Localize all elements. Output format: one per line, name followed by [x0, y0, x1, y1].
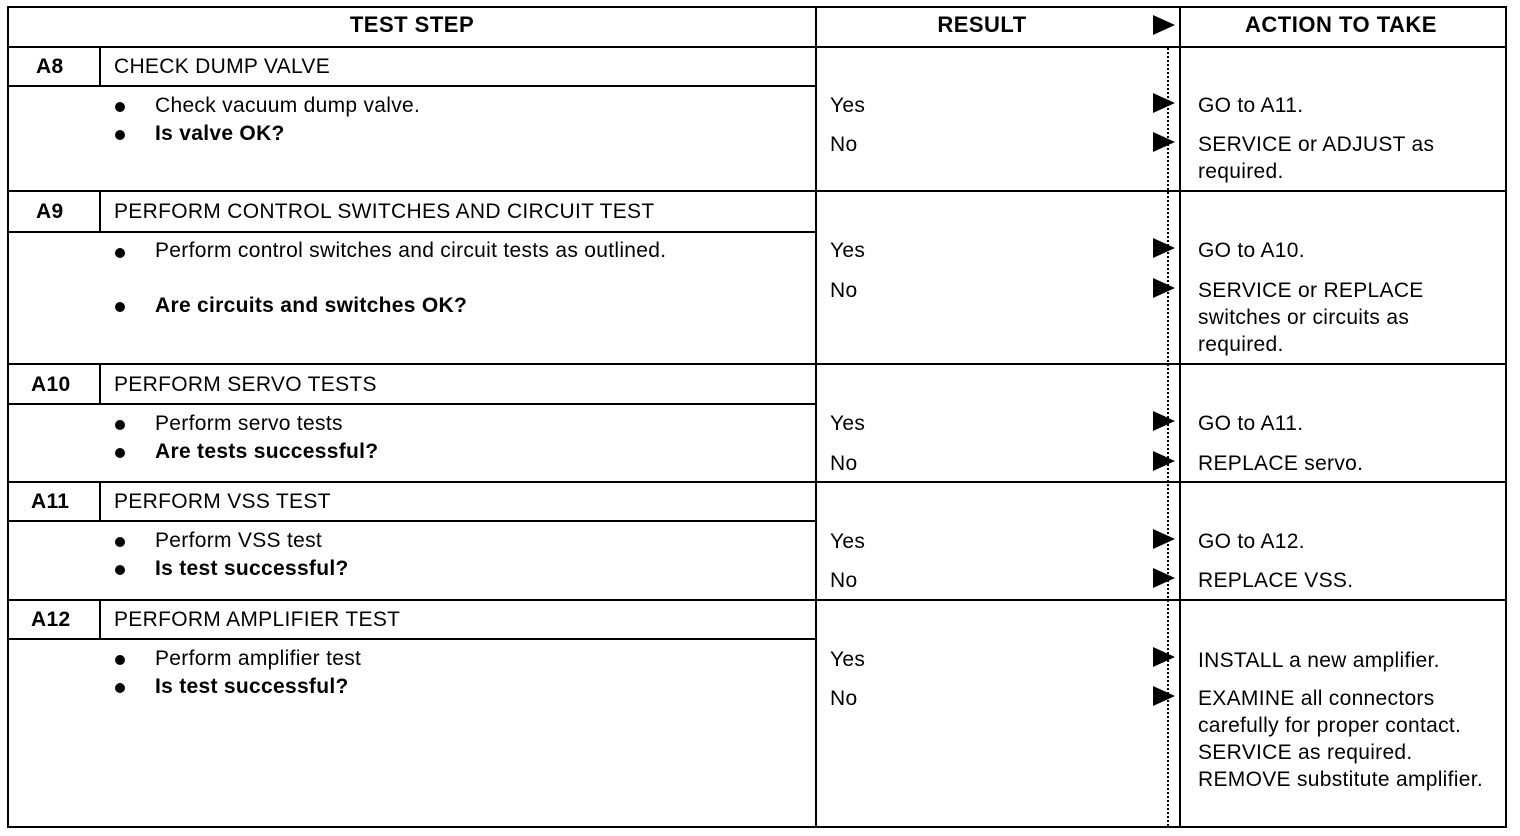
action-no: SERVICE or REPLACE switches or circuits as required. [1198, 279, 1424, 356]
step-title: CHECK DUMP VALVE [114, 55, 331, 78]
result-no: No [830, 687, 858, 710]
step-title-underline [7, 638, 815, 640]
result-no: No [830, 452, 858, 475]
column-divider [815, 6, 817, 828]
arrow-icon [1153, 568, 1175, 588]
step-instruction: Perform servo tests [155, 412, 343, 435]
action-no: EXAMINE all connectors carefully for proper contact. SERVICE as required. REMOVE substitute amplifier. [1198, 687, 1483, 791]
step-instruction: Perform VSS test [155, 529, 323, 552]
action-yes: GO to A11. [1198, 94, 1304, 117]
row-divider [7, 363, 1507, 365]
arrow-icon [1153, 278, 1175, 298]
bullet-icon [115, 302, 125, 312]
step-question: Is valve OK? [155, 122, 285, 145]
step-title: PERFORM AMPLIFIER TEST [114, 608, 401, 631]
result-yes: Yes [830, 530, 866, 553]
step-title: PERFORM SERVO TESTS [114, 373, 377, 396]
step-id-divider [99, 190, 101, 232]
step-instruction: Perform control switches and circuit tests as outlined. [155, 239, 667, 262]
bullet-icon [115, 448, 125, 458]
result-yes: Yes [830, 412, 866, 435]
step-id-divider [99, 481, 101, 522]
bullet-icon [115, 683, 125, 693]
step-id: A12 [31, 608, 71, 631]
bullet-icon [115, 655, 125, 665]
action-yes: GO to A12. [1198, 530, 1305, 553]
result-yes: Yes [830, 94, 866, 117]
header-test-step: TEST STEP [349, 12, 475, 37]
result-yes: Yes [830, 648, 866, 671]
step-instruction: Perform amplifier test [155, 647, 362, 670]
action-no: SERVICE or ADJUST as required. [1198, 133, 1435, 183]
action-no: REPLACE servo. [1198, 452, 1364, 475]
step-id: A8 [36, 55, 64, 78]
step-question: Is test successful? [155, 675, 349, 698]
step-title: PERFORM VSS TEST [114, 490, 331, 513]
arrow-icon [1153, 647, 1175, 667]
step-title-underline [7, 520, 815, 522]
step-id-divider [99, 363, 101, 405]
arrow-icon [1153, 411, 1175, 431]
header-result: RESULT [937, 12, 1027, 37]
action-yes: GO to A11. [1198, 412, 1304, 435]
bullet-icon [115, 102, 125, 112]
action-no: REPLACE VSS. [1198, 569, 1354, 592]
arrow-icon [1153, 686, 1175, 706]
row-divider [7, 481, 1507, 483]
row-divider [7, 599, 1507, 601]
step-id-divider [99, 46, 101, 87]
action-yes: INSTALL a new amplifier. [1198, 649, 1440, 672]
result-no: No [830, 133, 858, 156]
bullet-icon [115, 248, 125, 258]
step-id: A9 [36, 200, 64, 223]
step-question: Is test successful? [155, 557, 349, 580]
bullet-icon [115, 420, 125, 430]
arrow-icon [1153, 529, 1175, 549]
arrow-icon [1153, 132, 1175, 152]
bullet-icon [115, 537, 125, 547]
step-question: Are circuits and switches OK? [155, 294, 468, 317]
header-divider [7, 46, 1507, 48]
result-no: No [830, 569, 858, 592]
step-id: A11 [31, 490, 70, 513]
step-title-underline [7, 231, 815, 233]
row-divider [7, 190, 1507, 192]
arrow-icon [1153, 93, 1175, 113]
bullet-icon [115, 130, 125, 140]
header-arrow-icon [1153, 15, 1175, 35]
arrow-icon [1153, 238, 1175, 258]
column-divider [1179, 6, 1181, 828]
step-question: Are tests successful? [155, 440, 379, 463]
header-action-to-take: ACTION TO TAKE [1245, 12, 1437, 37]
step-title: PERFORM CONTROL SWITCHES AND CIRCUIT TEST [114, 200, 655, 223]
step-id: A10 [31, 373, 71, 396]
bullet-icon [115, 565, 125, 575]
arrow-guide-line [1167, 48, 1171, 826]
step-instruction: Check vacuum dump valve. [155, 94, 421, 117]
step-title-underline [7, 403, 815, 405]
step-id-divider [99, 599, 101, 640]
result-no: No [830, 279, 858, 302]
step-title-underline [7, 85, 815, 87]
arrow-icon [1153, 451, 1175, 471]
result-yes: Yes [830, 239, 866, 262]
action-yes: GO to A10. [1198, 239, 1305, 262]
